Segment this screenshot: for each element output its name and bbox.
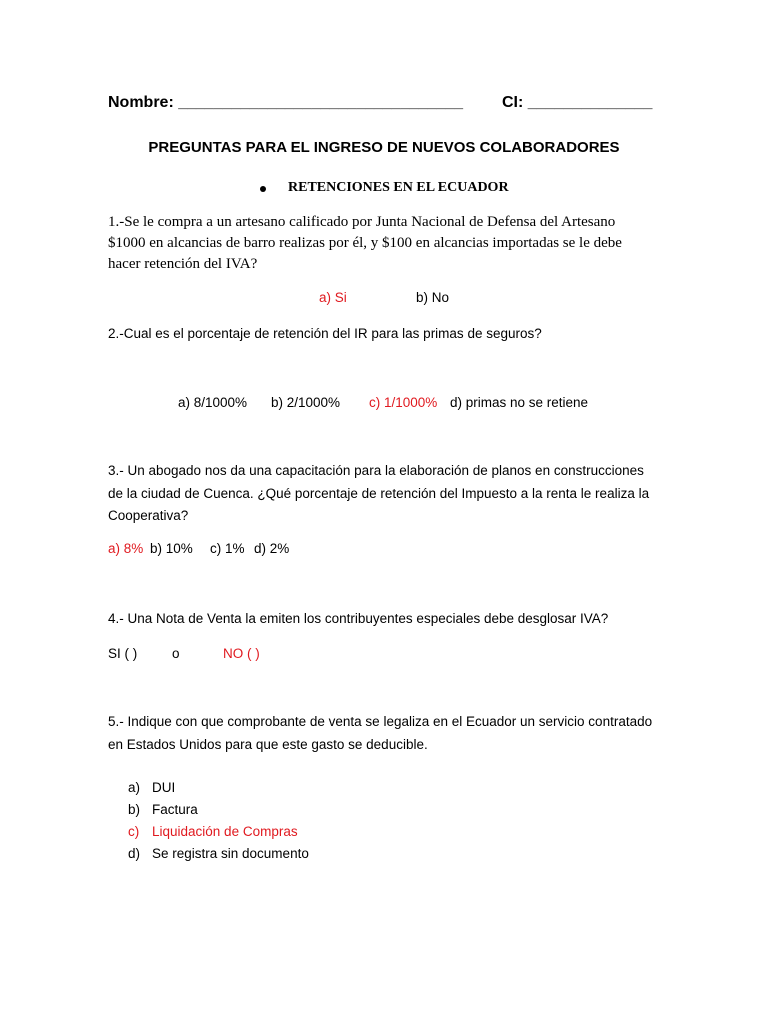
q1-option-a: a) Si [319,290,347,305]
q1-option-b: b) No [416,290,450,305]
q3-option-a: a) 8% [108,541,144,556]
q5-line-1: 5.- Indique con que comprobante de venta se legaliza en el Ecuador un servicio contratado [108,714,653,729]
q5-option-b-letter: b) [128,802,141,817]
q1-line-2: $1000 en alcancias de barro realizas por él, y $100 en alcancias importadas se le debe [108,235,622,251]
q2-option-a: a) 8/1000% [178,395,248,410]
q1-line-3: hacer retención del IVA? [108,256,258,272]
q5-option-d-text: Se registra sin documento [152,846,309,861]
ci-field-label: CI: ______________ [502,94,653,111]
q2-option-c: c) 1/1000% [369,395,438,410]
document-title: PREGUNTAS PARA EL INGRESO DE NUEVOS COLABORADORES [148,139,620,156]
q1-line-1: 1.-Se le compra a un artesano calificado por Junta Nacional de Defensa del Artesano [108,214,616,230]
bullet-icon [260,186,266,192]
q3-line-2: de la ciudad de Cuenca. ¿Qué porcentaje de retención del Impuesto a la renta le realiza la [108,486,650,501]
name-field-label: Nombre: ________________________________ [108,94,463,111]
q2-text: 2.-Cual es el porcentaje de retención del IR para las primas de seguros? [108,326,542,341]
q5-line-2: en Estados Unidos para que este gasto se deducible. [108,737,428,752]
q3-option-c: c) 1% [210,541,245,556]
q5-option-b-text: Factura [152,802,198,817]
q4-option-separator: o [172,646,180,661]
q4-text: 4.- Una Nota de Venta la emiten los contribuyentes especiales debe desglosar IVA? [108,611,609,626]
q3-line-3: Cooperativa? [108,508,189,523]
q5-option-d-letter: d) [128,846,141,861]
q5-option-c-text: Liquidación de Compras [152,824,298,839]
q5-option-c-letter: c) [128,824,140,839]
q4-option-no: NO ( ) [223,646,260,661]
q3-option-b: b) 10% [150,541,193,556]
section-heading-text: RETENCIONES EN EL ECUADOR [288,180,509,195]
q3-line-1: 3.- Un abogado nos da una capacitación para la elaboración de planos en construcciones [108,463,644,478]
q5-option-a-text: DUI [152,780,176,795]
q2-option-b: b) 2/1000% [271,395,341,410]
q5-option-a-letter: a) [128,780,141,795]
q4-option-si: SI ( ) [108,646,138,661]
q3-option-d: d) 2% [254,541,290,556]
q2-option-d: d) primas no se retiene [450,395,589,410]
